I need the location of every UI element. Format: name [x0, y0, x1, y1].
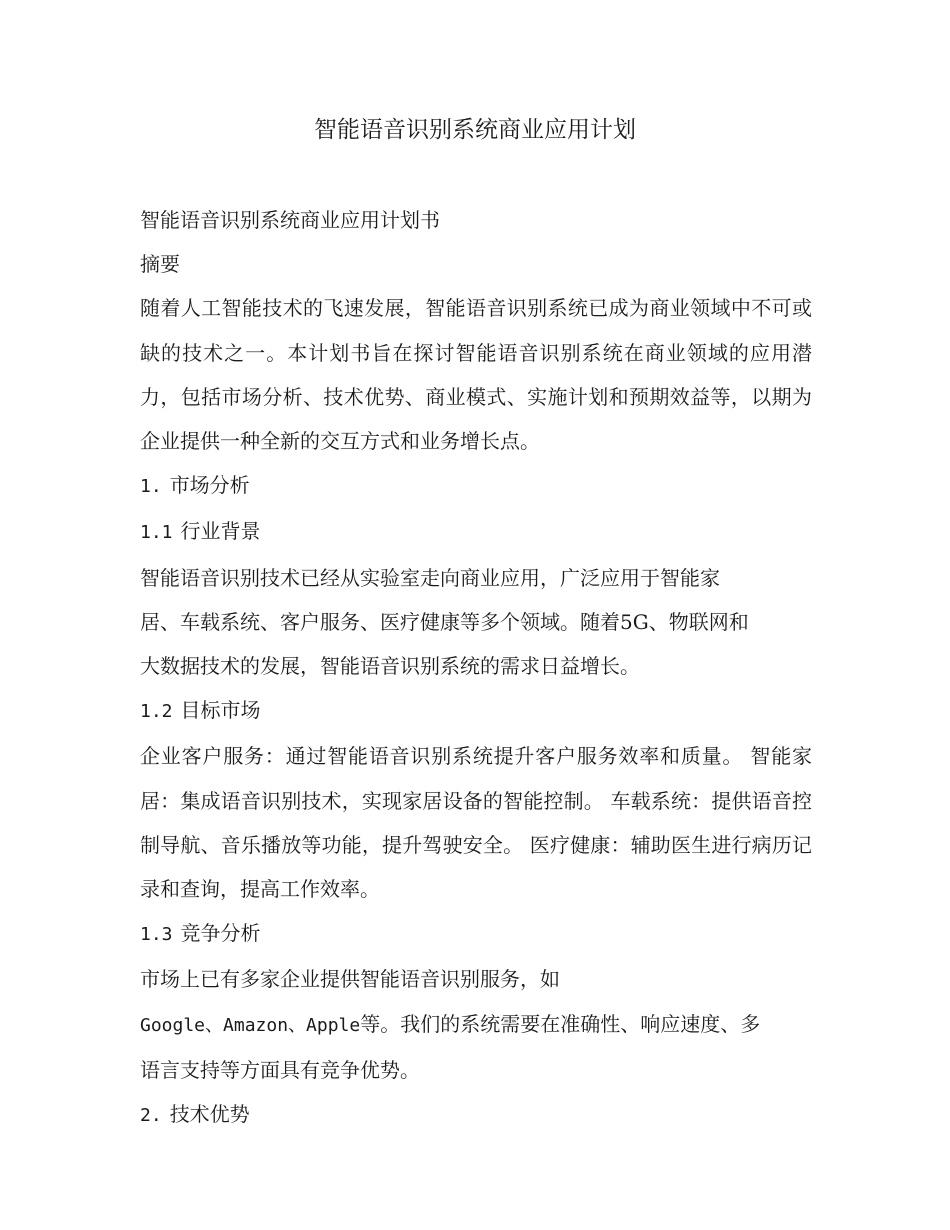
abstract-heading: 摘要 [140, 252, 180, 277]
document-title: 智能语音识别系统商业应用计划 [314, 117, 636, 143]
section-1-3-number: 1.3 [140, 924, 173, 946]
section-1-1-number: 1.1 [140, 522, 173, 544]
section-1-2-number: 1.2 [140, 701, 173, 723]
section-1-3-title: 竞争分析 [180, 921, 261, 946]
section-1-1-line-c: 大数据技术的发展，智能语音识别系统的需求日益增长。 [140, 654, 640, 679]
section-1-title: 市场分析 [169, 473, 250, 498]
abstract-paragraph: 随着人工智能技术的飞速发展，智能语音识别系统已成为商业领域中不可或缺的技术之一。本计划书旨在探讨智能语音识别系统在商业领域的应用潜力，包括市场分析、技术优势、商业模式、实施计划和预期效益等，以期为企业提供一种全新的交互方式和业务增长点。 [140, 296, 812, 454]
section-2-number: 2. [140, 1105, 162, 1127]
section-1-heading [140, 463, 812, 509]
section-2-heading [140, 1092, 812, 1138]
section-1-2-title: 目标市场 [180, 698, 261, 723]
section-2-title: 技术优势 [169, 1102, 250, 1127]
section-1-3-line-b-rest: 等。我们的系统需要在准确性、响应速度、多 [360, 1011, 761, 1036]
section-1-number: 1. [140, 476, 162, 498]
section-1-3-heading [140, 911, 812, 957]
section-1-1-line-a: 智能语音识别技术已经从实验室走向商业应用，广泛应用于智能家 [140, 565, 720, 590]
section-1-2-paragraph: 企业客户服务：通过智能语音识别系统提升客户服务效率和质量。 智能家居：集成语音识别技术，实现家居设备的智能控制。 车载系统：提供语音控制导航、音乐播放等功能，提升驾驶安全。 医疗健康：辅助医生进行病历记录和查询，提高工作效率。 [140, 744, 812, 902]
document-subtitle: 智能语音识别系统商业应用计划书 [140, 208, 440, 232]
company-names: Google、Amazon、Apple [140, 1014, 361, 1036]
section-1-1-heading [140, 509, 812, 555]
section-1-1-title: 行业背景 [180, 519, 261, 544]
section-1-1-line-b: 居、车载系统、客户服务、医疗健康等多个领域。随着5G、物联网和 [140, 609, 749, 634]
section-1-3-line-b [140, 1002, 812, 1048]
section-1-2-heading [140, 688, 812, 734]
section-1-3-line-c: 语言支持等方面具有竞争优势。 [140, 1057, 420, 1082]
section-1-3-line-a: 市场上已有多家企业提供智能语音识别服务，如 [140, 967, 560, 992]
document-body [140, 198, 812, 1138]
